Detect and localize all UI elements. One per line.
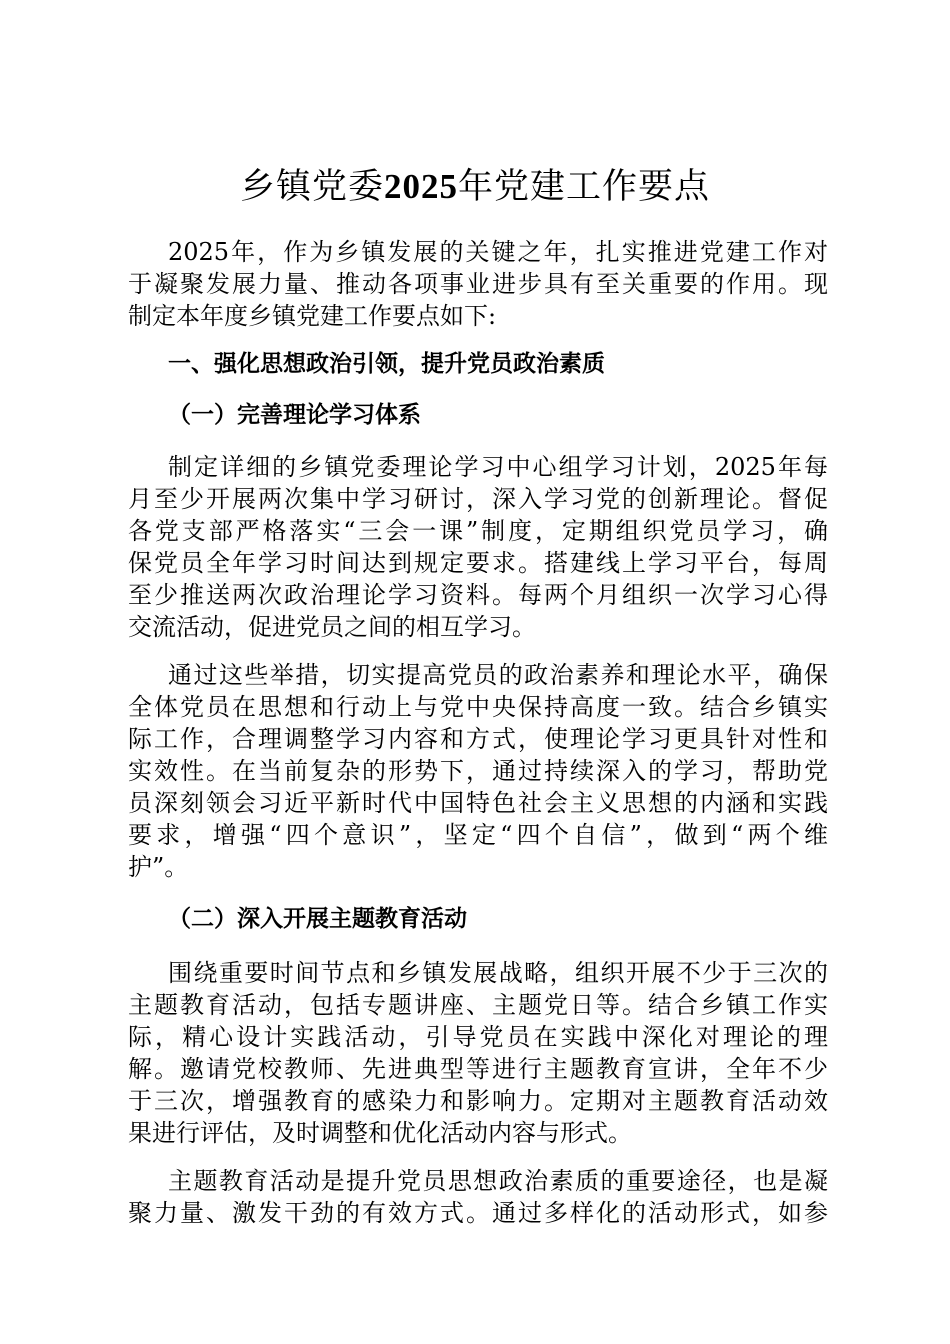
- paragraph-line: 际工作，合理调整学习内容和方式，使理论学习更具针对性和: [128, 725, 828, 753]
- paragraph-line: 要求，增强“四个意识”，坚定“四个自信”，做到“两个维: [128, 821, 828, 849]
- title-prefix: 乡镇党委: [239, 167, 384, 207]
- paragraph-line: 通过这些举措，切实提高党员的政治素养和理论水平，确保: [168, 661, 828, 689]
- intro-line: 2025年，作为乡镇发展的关键之年，扎实推进党建工作对: [168, 238, 828, 266]
- paragraph-line: 各党支部严格落实“三会一课”制度，定期组织党员学习，确: [128, 517, 828, 545]
- paragraph-line: 保党员全年学习时间达到规定要求。搭建线上学习平台，每周: [128, 549, 828, 577]
- subsection-heading: （一）完善理论学习体系: [168, 402, 421, 428]
- paragraph-line: 月至少开展两次集中学习研讨，深入学习党的创新理论。督促: [128, 485, 828, 513]
- paragraph-line: 果进行评估，及时调整和优化活动内容与形式。: [128, 1119, 632, 1147]
- paragraph-line: 实效性。在当前复杂的形势下，通过持续深入的学习，帮助党: [128, 757, 828, 785]
- paragraph-line: 聚力量、激发干劲的有效方式。通过多样化的活动形式，如参: [128, 1199, 828, 1227]
- paragraph-line: 至少推送两次政治理论学习资料。每两个月组织一次学习心得: [128, 581, 828, 609]
- paragraph-line: 围绕重要时间节点和乡镇发展战略，组织开展不少于三次的: [168, 959, 828, 987]
- paragraph-line: 主题教育活动是提升党员思想政治素质的重要途径，也是凝: [168, 1167, 828, 1195]
- intro-line: 制定本年度乡镇党建工作要点如下:: [128, 302, 497, 330]
- section-heading: 一、强化思想政治引领，提升党员政治素质: [168, 351, 605, 377]
- paragraph-line: 际，精心设计实践活动，引导党员在实践中深化对理论的理: [128, 1023, 828, 1051]
- intro-line: 于凝聚发展力量、推动各项事业进步具有至关重要的作用。现: [128, 270, 828, 298]
- title-suffix: 年党建工作要点: [458, 167, 711, 207]
- paragraph-line: 解。邀请党校教师、先进典型等进行主题教育宣讲，全年不少: [128, 1055, 828, 1083]
- paragraph-line: 于三次，增强教育的感染力和影响力。定期对主题教育活动效: [128, 1087, 828, 1115]
- subsection-heading: （二）深入开展主题教育活动: [168, 906, 467, 932]
- paragraph-line: 制定详细的乡镇党委理论学习中心组学习计划，2025年每: [168, 453, 828, 481]
- paragraph-line: 护”。: [128, 853, 189, 881]
- paragraph-line: 交流活动，促进党员之间的相互学习。: [128, 613, 536, 641]
- document-title: [0, 163, 950, 211]
- paragraph-line: 主题教育活动，包括专题讲座、主题党日等。结合乡镇工作实: [128, 991, 828, 1019]
- paragraph-line: 员深刻领会习近平新时代中国特色社会主义思想的内涵和实践: [128, 789, 828, 817]
- title-year: 2025: [384, 167, 458, 206]
- paragraph-line: 全体党员在思想和行动上与党中央保持高度一致。结合乡镇实: [128, 693, 828, 721]
